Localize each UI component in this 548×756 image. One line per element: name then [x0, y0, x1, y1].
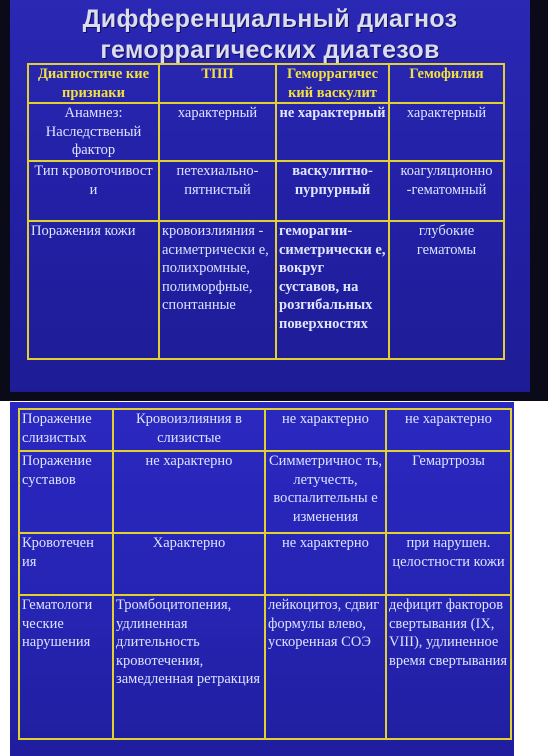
header-hemophilia: Гемофилия — [389, 64, 504, 103]
table-cell: Гемартрозы — [386, 451, 511, 533]
table-cell: Симметричнос ть, летучесть, воспалительны е изменения — [265, 451, 386, 533]
diagnosis-table-part2 — [18, 408, 512, 740]
table-cell: не характерно — [113, 451, 265, 533]
slide-top — [10, 0, 530, 392]
table-cell: не характерный — [276, 103, 389, 161]
row-label: Тип кровоточивост и — [28, 161, 159, 221]
table-row — [28, 103, 504, 161]
table-cell: лейкоцитоз, сдвиг формулы влево, ускоренная СОЭ — [265, 595, 386, 739]
row-label: Поражения кожи — [28, 221, 159, 359]
table-cell: васкулитно-пурпурный — [276, 161, 389, 221]
row-label: Анамнез: Наследственый фактор — [28, 103, 159, 161]
table-cell: дефицит факторов свертывания (IX, VIII), удлиненное время свертывания — [386, 595, 511, 739]
table-cell: характерный — [389, 103, 504, 161]
header-tpp: ТПП — [159, 64, 276, 103]
table-cell: коагуляционно -гематомный — [389, 161, 504, 221]
slide-bottom — [10, 402, 514, 756]
header-vasculitis: Геморрагичес кий васкулит — [276, 64, 389, 103]
table-cell: при нарушен. целостности кожи — [386, 533, 511, 595]
diagnosis-table-part1 — [27, 63, 505, 360]
row-label: Гематологи ческие нарушения — [19, 595, 113, 739]
table-cell: характерный — [159, 103, 276, 161]
table-cell: не характерно — [386, 409, 511, 451]
table-row — [19, 533, 511, 595]
table-cell: кровоизлияния - асиметрически е, полихромные, полиморфные, спонтанные — [159, 221, 276, 359]
row-label: Кровотечен ия — [19, 533, 113, 595]
table-row — [19, 451, 511, 533]
slide-title-line1: Дифференциальный диагноз — [82, 5, 458, 33]
header-signs: Диагностиче кие признаки — [28, 64, 159, 103]
table-row — [19, 595, 511, 739]
table-cell: не характерно — [265, 533, 386, 595]
table-cell: Тромбоцитопения, удлиненная длительность кровотечения, замедленная ретракция — [113, 595, 265, 739]
table-cell: петехиально-пятнистый — [159, 161, 276, 221]
table-cell: глубокие гематомы — [389, 221, 504, 359]
table-row — [19, 409, 511, 451]
table-row — [28, 161, 504, 221]
slide-title-line2: геморрагических диатезов — [100, 36, 440, 64]
row-label: Поражение слизистых — [19, 409, 113, 451]
table-row — [28, 221, 504, 359]
row-label: Поражение суставов — [19, 451, 113, 533]
table-cell: геморагии-симетрически е, вокруг суставов, на розгибальных поверхностях — [276, 221, 389, 359]
table-cell: Кровоизлияния в слизистые — [113, 409, 265, 451]
table-cell: не характерно — [265, 409, 386, 451]
table-header-row — [28, 64, 504, 103]
table-cell: Характерно — [113, 533, 265, 595]
